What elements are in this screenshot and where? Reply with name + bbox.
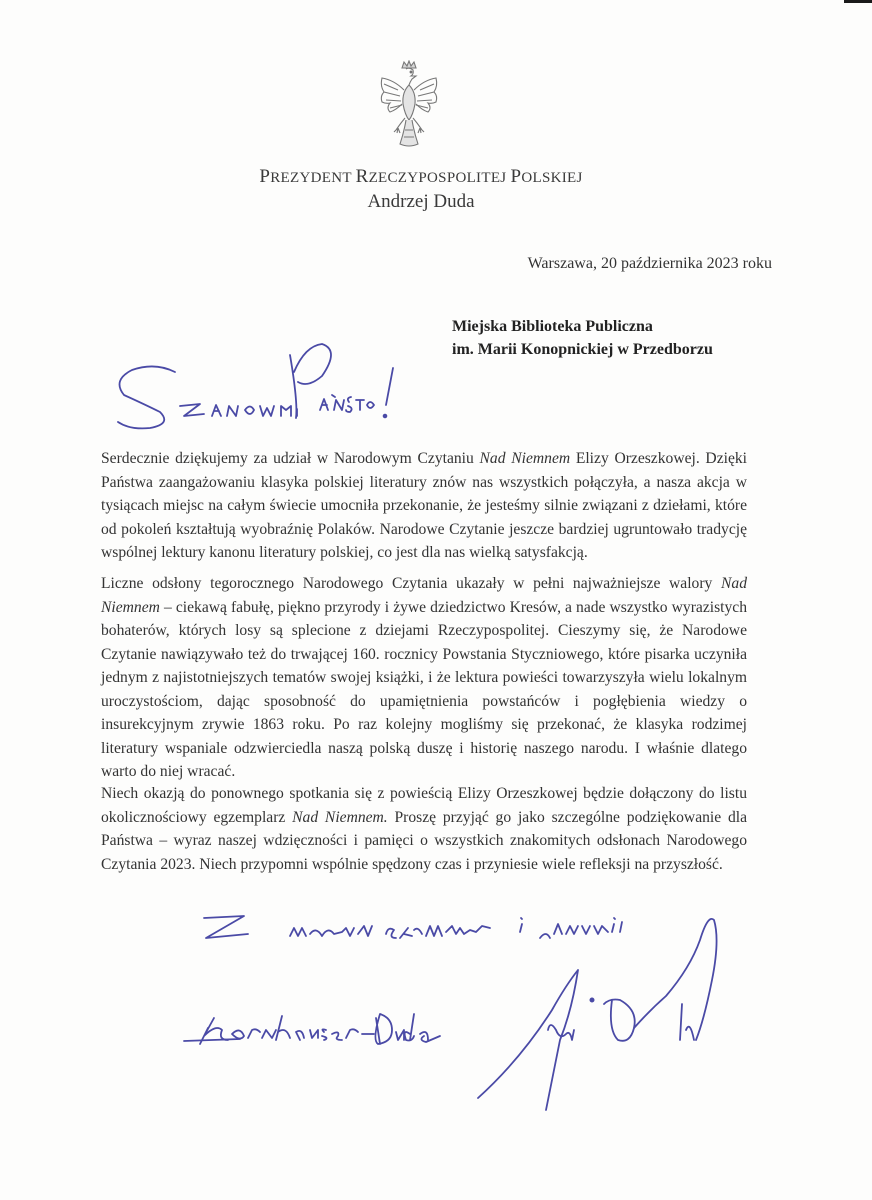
paragraph-3: Niech okazją do ponownego spotkania się z powieścią Elizy Orzeszkowej będzie dołączony do listu okolicznościowy egzemplarz Nad Niemnem. Proszę przyjąć go jako szczególne podziękowanie dla Państwa – wyraz naszej wdzięczności i pamięci o wszystkich znakomitych odsłonach Narodowego Czytania 2023. Niech przypomni wspólnie spędzony czas i przyniesie wiele refleksji na przyszłość.: [101, 785, 748, 873]
recipient-block: [452, 315, 713, 361]
signature-right: [478, 919, 717, 1110]
office-title: PREZYDENT RZECZYPOSPOLITEJ POLSKIEJ: [259, 166, 583, 187]
handwritten-closing: [204, 916, 622, 938]
paragraph-1: Serdecznie dziękujemy za udział w Narodowym Czytaniu Nad Niemnem Elizy Orzeszkowej. Dzięki Państwa zaangażowaniu klasyka polskiej literatury znów nas wszystkich połączyła, a nasza akcja w tysiącach miejsc na całym świecie umocniła przekonanie, że jesteśmy silnie związani z dziełami, które od pokoleń kształtują wyobraźnię Polaków. Narodowe Czytanie jeszcze bardziej ugruntowało tradycję wspólnej lektury kanonu literatury polskiej, co jest dla nas wielką satysfakcją.: [101, 450, 747, 561]
scan-edge-mark: [844, 0, 872, 3]
signature-left: [184, 1014, 440, 1044]
letter-date: Warszawa, 20 października 2023 roku: [527, 255, 772, 272]
book-title: Nad Niemnem.: [292, 808, 388, 826]
recipient-line-1: Miejska Biblioteka Publiczna: [452, 318, 653, 335]
paragraph-2: Liczne odsłony tegorocznego Narodowego Czytania ukazały w pełni najważniejsze walory Nad Niemnem – ciekawą fabułę, piękno przyrody i żywe dziedzictwo Kresów, a nade wszystko wyrazistych bohaterów, których losy są splecione z dziejami Rzeczypospolitej. Cieszymy się, że Narodowe Czytanie nawiązywało też do trwającej 160. rocznicy Powstania Styczniowego, które pisarka uczyniła jednym z najistotniejszych tematów swojej książki, i że lektura powieści towarzyszyła wielu lokalnym uroczystościom, dając sposobność do upamiętnienia powstańców i pogłębienia wiedzy o insurekcyjnym zrywie 1863 roku. Po raz kolejny mogliśmy się przekonać, że klasyka rodzimej literatury wspaniale odzwierciedla naszą polską duszę i historię naszego narodu. I właśnie dlatego warto do niej wracać.: [101, 575, 747, 780]
white-eagle-emblem-icon: [376, 60, 442, 154]
president-name: Andrzej Duda: [367, 191, 475, 212]
book-title: Nad Niemnem: [479, 450, 571, 467]
recipient-line-2: im. Marii Konopnickiej w Przedborzu: [452, 341, 713, 358]
handwritten-salutation: [118, 344, 393, 428]
book-title: Nad Niemnem: [101, 575, 747, 616]
